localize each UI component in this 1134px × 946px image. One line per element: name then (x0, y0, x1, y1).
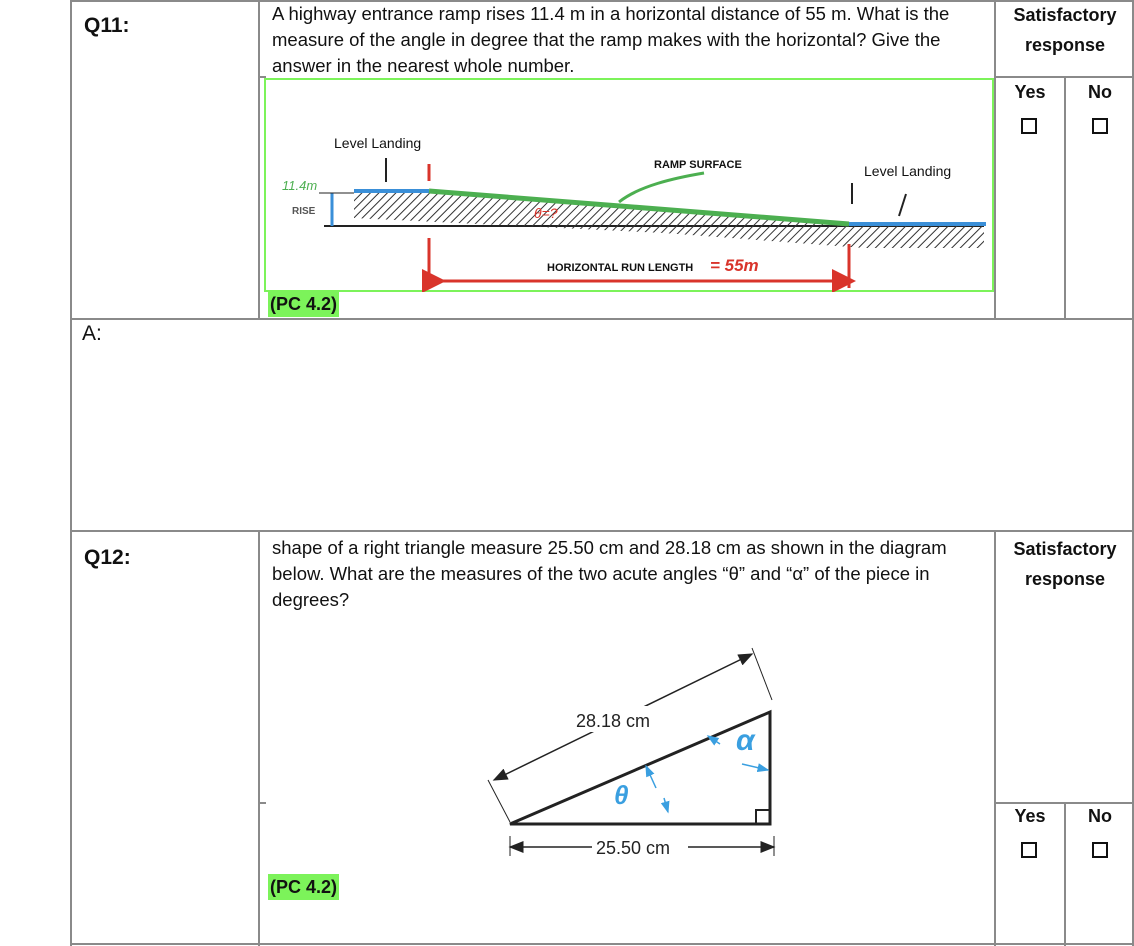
q11-question-text: A highway entrance ramp rises 11.4 m in a horizontal distance of 55 m. What is the measure of the angle in degree that the ramp makes with the horizontal? Give the answer in the nearest whole number. (272, 3, 950, 76)
alpha-label: α (736, 724, 755, 757)
alpha-arrow-down (742, 764, 768, 770)
hyp-ext-right (752, 648, 772, 700)
yes-no-divider-2 (1064, 802, 1066, 946)
level-landing-right-label: Level Landing (864, 163, 952, 179)
q11-yes-label: Yes (1014, 82, 1046, 102)
q12-satisfactory-response: Satisfactory response (1013, 539, 1117, 589)
theta-arrow-up (646, 766, 656, 788)
q11-yes-checkbox[interactable] (1021, 118, 1037, 134)
rise-value-label: 11.4m (282, 178, 318, 193)
q12-no-checkbox[interactable] (1092, 842, 1108, 858)
q12-triangle-diagram (480, 640, 800, 870)
q11-no-label: No (1088, 82, 1112, 102)
q11-satisfactory-response: Satisfactory response (1013, 5, 1117, 55)
q11-pc-tag: (PC 4.2) (268, 291, 339, 317)
table-left-border (70, 0, 72, 946)
diagram-border-green (265, 79, 993, 291)
q11-ramp-diagram (264, 78, 994, 292)
ramp-pointer (619, 173, 704, 202)
yes-no-divider (1064, 76, 1066, 320)
q12-pc-tag: (PC 4.2) (268, 874, 339, 900)
column-divider-1b (258, 530, 260, 946)
rise-label: RISE (292, 206, 316, 217)
table-bottom-border (70, 943, 1134, 945)
q12-question-text: shape of a right triangle measure 25.50 cm and 28.18 cm as shown in the diagram below. What are the measures of the two acute angles “θ” and “α” of the piece in degrees? (272, 537, 947, 610)
answer-bottom-border (70, 530, 1134, 532)
q11-label: Q11: (84, 14, 130, 37)
hypotenuse-label: 28.18 cm (576, 711, 651, 731)
angle-label: θ=? (534, 205, 558, 221)
theta-label: θ (614, 780, 629, 810)
satisfactory-divider-2 (994, 802, 1134, 804)
level-landing-left-label: Level Landing (334, 135, 422, 151)
ramp-surface-label: RAMP SURFACE (654, 159, 742, 171)
run-value-label: = 55m (710, 256, 759, 275)
q12-no-label: No (1088, 806, 1112, 826)
hyp-ext-left (488, 780, 510, 822)
answer-label: A: (82, 322, 102, 345)
run-length-label: HORIZONTAL RUN LENGTH (547, 262, 694, 274)
column-divider-1 (258, 0, 260, 320)
base-label: 25.50 cm (596, 838, 671, 858)
q11-no-checkbox[interactable] (1092, 118, 1108, 134)
q12-yes-checkbox[interactable] (1021, 842, 1037, 858)
q12-yes-label: Yes (1014, 806, 1046, 826)
ramp-hatching (354, 193, 984, 248)
right-landing-arrow (899, 194, 906, 216)
q12-image-top-line (258, 802, 266, 804)
q12-label: Q12: (84, 546, 131, 569)
q11-bottom-border (70, 318, 1134, 320)
satisfactory-divider (994, 76, 1134, 78)
right-angle-marker (756, 810, 770, 824)
theta-arrow-down (664, 798, 668, 812)
